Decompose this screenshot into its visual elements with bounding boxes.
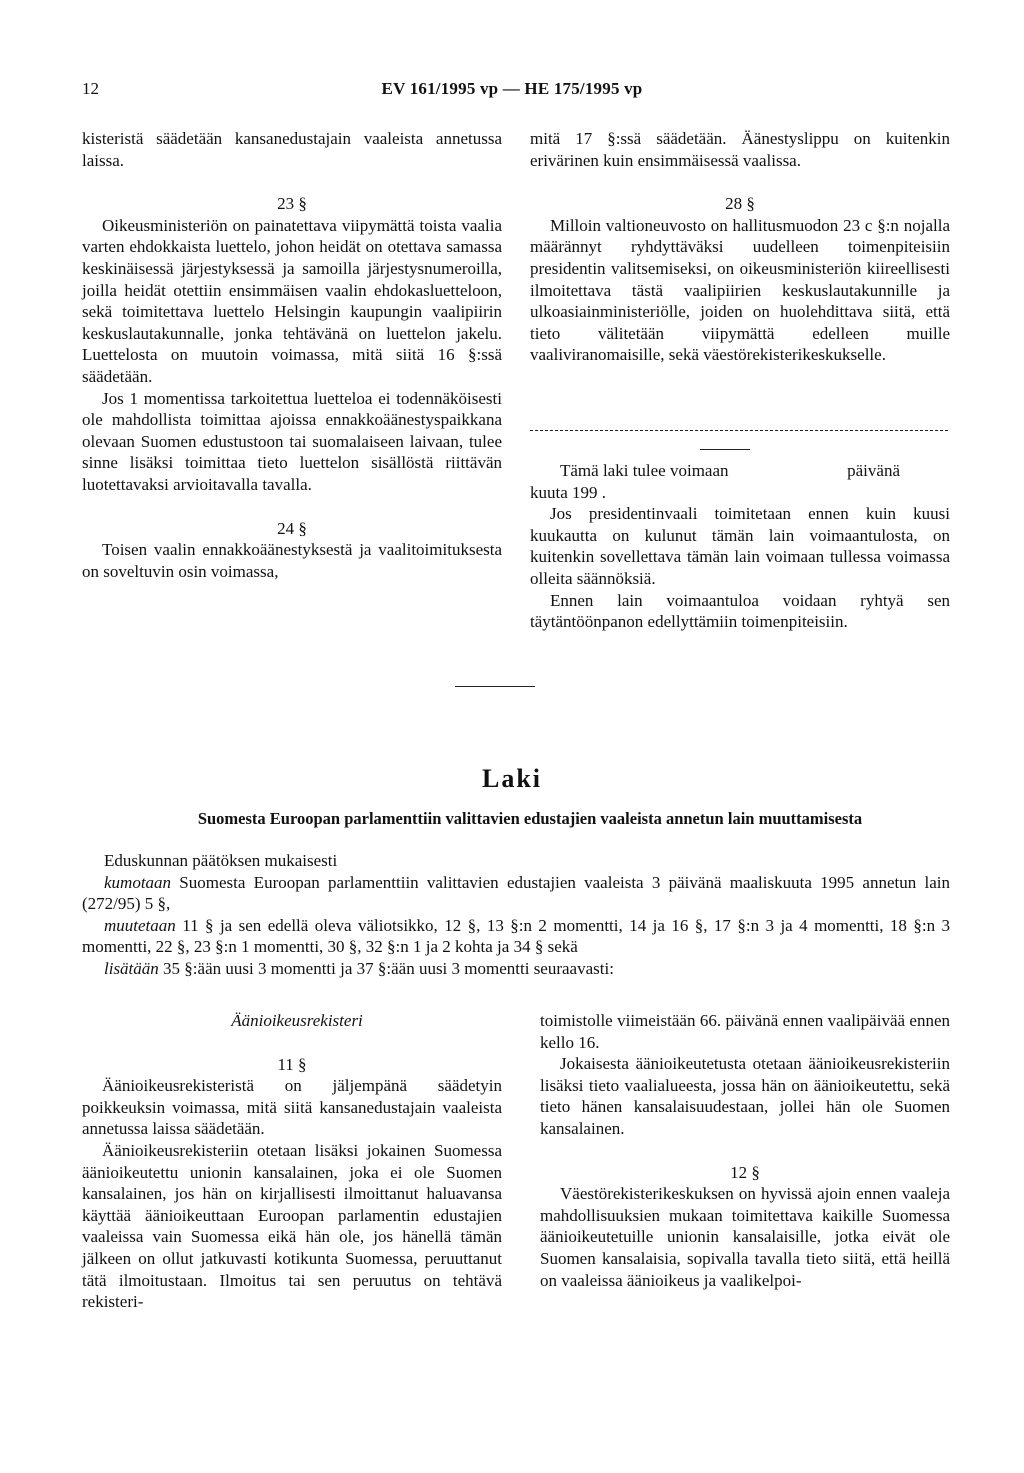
section-23-paragraph-1: Oikeusministeriön on painatettava viipymättä toista vaalia varten ehdokkaista luettelo, johon heidät on otettava samassa keskinäisessä järjestyksessä ja samoilla järjestysnumeroilla, joilla heidät otettiin ensimmäisen vaalin ehdokasluetteloon, sekä toimitettava luettelo Helsingin kaupungin vaalipiirin keskuslautakunnalle, jonka tehtävänä on luettelon jakelu. Luettelosta on muutoin voimassa, mitä siitä 16 §:ssä säädetään. [82, 215, 502, 386]
kumotaan-label: kumotaan [104, 872, 172, 892]
continued-paragraph: kisteristä säädetään kansanedustajain vaaleista annetussa laissa. [82, 129, 502, 170]
bottom-left-column [82, 1010, 502, 1313]
section-11-paragraph-1: Äänioikeusrekisteristä on jäljempänä säädetyin poikkeuksin voimassa, mitä siitä kansanedustajain vaaleista annetussa laissa säädetään. [82, 1076, 502, 1139]
entry-paragraph-2: Jos presidentinvaali toimitetaan ennen kuin kuusi kuukautta on kulunut tämän lain voimaantulosta, on kuitenkin sovellettava tämän lain voimaan tullessa voimassa olleita säännöksiä. [530, 504, 950, 588]
lisataan-text: 35 §:ään uusi 3 momentti ja 37 §:ään uusi 3 momentti seuraavasti: [158, 958, 614, 978]
section-11-heading: 11 § [277, 1054, 307, 1074]
section-28-paragraph-1: Milloin valtioneuvosto on hallitusmuodon 23 c §:n nojalla määrännyt ryhdyttäväksi uudelleen toimenpiteisiin presidentin valitsemiseksi, on oikeusministeriön kiireellisesti ilmoitettava tästä vaalipiirien keskuslautakunnille ja ulkoasiainministeriölle, joiden on huolehdittava siitä, että tieto välitetään viipymättä edelleen muille vaaliviranomaisille, sekä väestörekisterikeskukselle. [530, 215, 950, 365]
entry-into-force-text: Tämä laki tulee voimaan [560, 461, 729, 480]
lisataan-label: lisätään [104, 958, 159, 978]
section-11-paragraph-2: Äänioikeusrekisteriin otetaan lisäksi jokainen Suomessa äänioikeutettu unionin kansalainen, joka ei ole Suomen kansalainen, jos hän on kirjallisesti ilmoittanut haluavansa käyttää äänioikeuttaan Euroopan parlamentin edustajien vaaleissa vain Suomessa eikä hän ole, jos hänellä tämän jälkeen on ollut jatkuvasti kotikunta Suomessa, peruuttanut tätä ilmoitustaan. Ilmoitus tai sen peruutus on tehtävä rekisteri- [82, 1140, 502, 1312]
section-24-heading: 24 § [277, 518, 307, 538]
continued-paragraph: toimistolle viimeistään 66. päivänä ennen vaalipäivää ennen kello 16. [540, 1011, 950, 1052]
muutetaan-text: 11 § ja sen edellä oleva väliotsikko, 12 §, 13 §:n 2 momentti, 14 ja 16 §, 17 §:n 3 ja 4 momentti, 18 §:n 3 momentti, 22 §, 23 §:n 1 momentti, 30 §, 32 §:n 1 ja 2 kohta ja 34 § sekä [82, 915, 950, 957]
repeal-clause [82, 872, 950, 915]
law-subtitle: Suomesta Euroopan parlamenttiin valittavien edustajien vaaleista annetun lain muuttamisesta [197, 809, 863, 828]
muutetaan-label: muutetaan [104, 915, 176, 935]
add-clause [82, 958, 950, 980]
entry-into-force-year: kuuta 199 . [530, 482, 607, 502]
entry-into-force-day: päivänä [847, 461, 900, 480]
continued-paragraph: mitä 17 §:ssä säädetään. Äänestyslippu on kuitenkin erivärinen kuin ensimmäisessä vaalissa. [530, 129, 950, 170]
preamble-text: Eduskunnan päätöksen mukaisesti [104, 851, 338, 870]
amend-clause [82, 915, 950, 958]
entry-into-force [530, 460, 950, 633]
kumotaan-text: Suomesta Euroopan parlamenttiin valittavien edustajien vaaleista 3 päivänä maaliskuuta 1995 annetun lain (272/95) 5 §, [82, 872, 950, 914]
entry-paragraph-3: Ennen lain voimaantuloa voidaan ryhtyä sen täytäntöönpanon edellyttämiin toimenpiteisiin. [530, 590, 950, 632]
section-12-heading: 12 § [730, 1162, 760, 1182]
short-rule [700, 449, 750, 450]
section-12-paragraph-1: Väestörekisterikeskuksen on hyvissä ajoin ennen vaaleja mahdollisuuksien mukaan toimitettava kaikille Suomessa äänioikeutetuille unionin kansalaisille, jotka eivät ole Suomen kansalaisia, sopivalla tavalla tieto siitä, että heillä on vaaleissa äänioikeus ja vaalikelpoi- [540, 1184, 950, 1290]
section-23-paragraph-2: Jos 1 momentissa tarkoitettua luetteloa ei todennäköisesti ole mahdollista toimittaa ajoissa ennakkoäänestyspaikkana olevaan Suomen edustustoon tai suomalaiseen laivaan, tulee sinne lisäksi toimittaa tieto luettelon sisällöstä riittävän luotettavaksi arvioitavalla tavalla. [82, 388, 502, 494]
end-rule [455, 686, 535, 687]
paragraph-2: Jokaisesta äänioikeutetusta otetaan äänioikeusrekisteriin lisäksi tieto vaalialueesta, jossa hän on äänioikeutettu, sekä tieto hänen kansalaisuudestaan, jollei hän ole Suomen kansalainen. [540, 1054, 950, 1138]
top-left-column [82, 128, 502, 582]
section-24-paragraph-1: Toisen vaalin ennakkoäänestyksestä ja vaalitoimituksesta on soveltuvin osin voimassa, [82, 540, 502, 581]
top-right-column [530, 128, 950, 366]
bottom-right-column [540, 1010, 950, 1291]
subheading: Äänioikeusrekisteri [231, 1011, 363, 1030]
law-preamble [82, 850, 950, 980]
section-28-heading: 28 § [725, 194, 755, 214]
law-title: Laki [481, 764, 543, 793]
section-23-heading: 23 § [277, 194, 307, 214]
running-header: EV 161/1995 vp — HE 175/1995 vp [381, 79, 643, 98]
page-number: 12 [82, 79, 99, 98]
dashed-separator [530, 430, 948, 431]
